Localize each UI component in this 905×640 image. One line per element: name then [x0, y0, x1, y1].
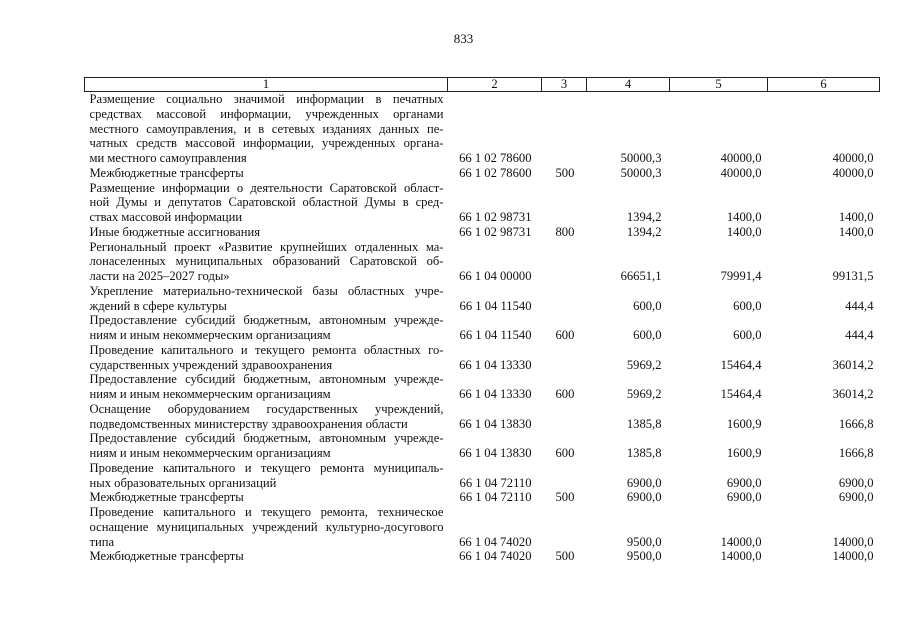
value-2026: 40000,0 — [720, 151, 762, 165]
page-number: 833 — [453, 31, 474, 46]
value-2026: 15464,4 — [720, 387, 762, 401]
value-2026: 79991,4 — [720, 269, 762, 283]
value-2025: 50000,3 — [620, 165, 662, 180]
budget-table — [84, 77, 880, 564]
value-2027: 36014,2 — [832, 357, 874, 372]
target-code: 66 1 04 11540 — [459, 298, 532, 313]
value-2025: 9500,0 — [626, 534, 662, 549]
expense-type — [542, 402, 587, 432]
target-code: 66 1 02 98731 — [459, 210, 532, 224]
value-2026: 600,0 — [733, 328, 762, 342]
value-2026: 1600,9 — [726, 446, 762, 460]
row-description — [85, 225, 448, 240]
value-2026: 1600,9 — [726, 416, 762, 431]
table-row — [85, 343, 880, 373]
expense-type: 600 — [555, 446, 575, 460]
table-row — [85, 372, 880, 402]
expense-type: 600 — [555, 328, 575, 342]
header-col-3: 3 — [542, 78, 587, 92]
value-2027: 1400,0 — [838, 210, 874, 224]
value-2027: 444,4 — [845, 328, 874, 342]
expense-type: 500 — [555, 490, 575, 505]
value-2026: 14000,0 — [720, 534, 762, 549]
expense-type: 500 — [555, 549, 575, 564]
target-code: 66 1 04 72110 — [459, 475, 532, 490]
description-line: ждений в сфере культуры — [89, 298, 227, 313]
description-line: Предоставление субсидий бюджетным, автономным учрежде- — [89, 372, 444, 387]
target-code: 66 1 04 11540 — [459, 328, 532, 342]
description-line: Межбюджетные трансферты — [89, 490, 244, 505]
description-line: Региональный проект «Развитие крупнейших отдаленных ма- — [89, 239, 444, 254]
expense-type — [542, 92, 587, 166]
description-line: Оснащение оборудованием государственных учреждений, — [89, 401, 444, 416]
value-2027: 6900,0 — [838, 475, 874, 490]
value-2027: 444,4 — [845, 298, 874, 313]
row-description — [85, 461, 448, 491]
description-line: местного самоуправления, и в сетевых изданиях данных пе- — [89, 121, 444, 136]
expense-type — [542, 343, 587, 373]
target-code: 66 1 04 74020 — [459, 549, 532, 564]
table-body — [85, 92, 880, 565]
table-row — [85, 461, 880, 491]
description-line: Межбюджетные трансферты — [89, 549, 244, 564]
target-code: 66 1 04 72110 — [459, 490, 532, 505]
row-description — [85, 372, 448, 402]
target-code: 66 1 04 13330 — [459, 387, 532, 401]
table-row — [85, 181, 880, 225]
description-line: средствах массовой информации, учрежденных органами — [89, 106, 444, 121]
row-description — [85, 166, 448, 181]
target-code: 66 1 04 13830 — [459, 446, 532, 460]
value-2026: 6900,0 — [726, 475, 762, 490]
value-2025: 5969,2 — [626, 357, 662, 372]
expense-type: 800 — [555, 224, 575, 239]
description-line: ных образовательных организаций — [89, 475, 277, 490]
value-2025: 600,0 — [633, 298, 662, 313]
table-row — [85, 431, 880, 461]
value-2026: 40000,0 — [720, 165, 762, 180]
value-2027: 40000,0 — [832, 165, 874, 180]
value-2026: 6900,0 — [726, 490, 762, 505]
value-2025: 9500,0 — [626, 549, 662, 564]
expense-type — [542, 181, 587, 225]
value-2025: 6900,0 — [626, 475, 662, 490]
header-col-4: 4 — [587, 78, 670, 92]
value-2026: 1400,0 — [726, 224, 762, 239]
value-2027: 14000,0 — [832, 549, 874, 564]
table-row — [85, 225, 880, 240]
description-line: Проведение капитального и текущего ремонта муниципаль- — [89, 460, 444, 475]
table-row — [85, 240, 880, 284]
row-description — [85, 549, 448, 564]
target-code: 66 1 02 78600 — [459, 151, 532, 165]
value-2025: 600,0 — [633, 328, 662, 342]
description-line: подведомственных министерству здравоохранения области — [89, 416, 408, 431]
value-2025: 1394,2 — [626, 224, 662, 239]
value-2027: 1666,8 — [838, 446, 874, 460]
description-line: ласти на 2025–2027 годы» — [89, 269, 230, 283]
header-col-1: 1 — [85, 78, 448, 92]
table-row — [85, 549, 880, 564]
header-col-2: 2 — [448, 78, 542, 92]
expense-type: 600 — [555, 387, 575, 401]
target-code: 66 1 02 78600 — [459, 165, 532, 180]
description-line: Предоставление субсидий бюджетным, автономным учрежде- — [89, 431, 444, 446]
description-line: Предоставление субсидий бюджетным, автономным учрежде- — [89, 313, 444, 328]
expense-type: 500 — [555, 165, 575, 180]
table-row — [85, 284, 880, 314]
description-line: Укрепление материально-технической базы областных учре- — [89, 283, 444, 298]
description-line: сударственных учреждений здравоохранения — [89, 357, 333, 372]
description-line: ствах массовой информации — [89, 210, 243, 224]
value-2026: 600,0 — [733, 298, 762, 313]
target-code: 66 1 04 74020 — [459, 534, 532, 549]
table-row — [85, 402, 880, 432]
target-code: 66 1 04 13330 — [459, 357, 532, 372]
value-2025: 1394,2 — [626, 210, 662, 224]
value-2026: 14000,0 — [720, 549, 762, 564]
description-line: ной Думы и депутатов Саратовской областной Думы в сред- — [89, 195, 444, 210]
table-row — [85, 92, 880, 166]
table-row — [85, 490, 880, 505]
target-code: 66 1 04 00000 — [459, 269, 532, 283]
row-description — [85, 92, 448, 166]
table-header — [85, 78, 880, 92]
header-col-5: 5 — [670, 78, 768, 92]
expense-type — [542, 240, 587, 284]
value-2025: 66651,1 — [620, 269, 662, 283]
expense-type — [542, 284, 587, 314]
target-code: 66 1 04 13830 — [459, 416, 532, 431]
row-description — [85, 343, 448, 373]
row-description — [85, 402, 448, 432]
row-description — [85, 431, 448, 461]
description-line: Размещение социально значимой информации в печатных — [89, 92, 444, 106]
header-col-6: 6 — [768, 78, 880, 92]
value-2025: 6900,0 — [626, 490, 662, 505]
value-2027: 40000,0 — [832, 151, 874, 165]
value-2025: 1385,8 — [626, 446, 662, 460]
description-line: ми местного самоуправления — [89, 151, 247, 165]
value-2027: 6900,0 — [838, 490, 874, 505]
description-line: Размещение информации о деятельности Саратовской област- — [89, 180, 444, 195]
value-2025: 5969,2 — [626, 387, 662, 401]
description-line: Иные бюджетные ассигнования — [89, 224, 261, 239]
expense-type — [542, 461, 587, 491]
description-line: Проведение капитального и текущего ремонта, техническое — [89, 505, 444, 519]
description-line: чатных средств массовой информации, учрежденных органа- — [89, 136, 444, 151]
description-line: ниям и иным некоммерческим организациям — [89, 446, 331, 460]
value-2027: 1666,8 — [838, 416, 874, 431]
description-line: Проведение капитального и текущего ремонта областных го- — [89, 342, 444, 357]
value-2027: 36014,2 — [832, 387, 874, 401]
target-code: 66 1 02 98731 — [459, 224, 532, 239]
value-2027: 1400,0 — [838, 224, 874, 239]
value-2025: 1385,8 — [626, 416, 662, 431]
row-description — [85, 505, 448, 549]
table-row — [85, 166, 880, 181]
value-2027: 14000,0 — [832, 534, 874, 549]
value-2027: 99131,5 — [832, 269, 874, 283]
description-line: ниям и иным некоммерческим организациям — [89, 328, 331, 342]
expense-type — [542, 505, 587, 549]
description-line: лонаселенных муниципальных образований Саратовской об- — [89, 254, 444, 269]
table-row — [85, 313, 880, 343]
row-description — [85, 181, 448, 225]
value-2026: 1400,0 — [726, 210, 762, 224]
value-2026: 15464,4 — [720, 357, 762, 372]
description-line: Межбюджетные трансферты — [89, 165, 244, 180]
description-line: ниям и иным некоммерческим организациям — [89, 387, 331, 401]
row-description — [85, 240, 448, 284]
row-description — [85, 490, 448, 505]
table-row — [85, 505, 880, 549]
value-2025: 50000,3 — [620, 151, 662, 165]
row-description — [85, 313, 448, 343]
description-line: типа — [89, 534, 115, 549]
row-description — [85, 284, 448, 314]
description-line: оснащение муниципальных учреждений культурно-досугового — [89, 519, 444, 534]
